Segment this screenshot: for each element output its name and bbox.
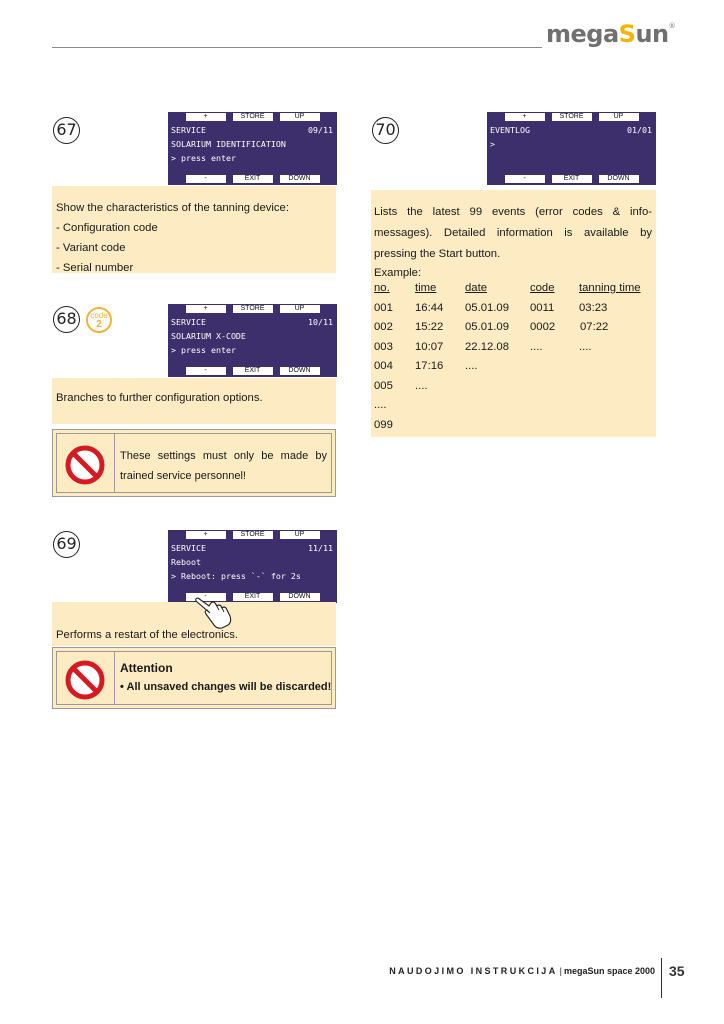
- lcd-line-1: SERVICE 09/11: [171, 125, 333, 135]
- lcd-down-button: DOWN: [280, 593, 320, 601]
- warning-box-68: [52, 429, 336, 497]
- lcd-down-button: DOWN: [280, 367, 320, 375]
- warning-bullet: • All unsaved changes will be discarded!: [120, 681, 332, 693]
- lcd-display-67: [168, 112, 337, 185]
- lcd-line-3: [490, 152, 652, 164]
- lcd-store-button: STORE: [233, 113, 273, 121]
- description-item: - Configuration code: [56, 222, 158, 234]
- description-box-70: [371, 190, 656, 437]
- table-header: date: [465, 282, 487, 294]
- warning-box-69: [52, 647, 336, 709]
- lcd-minus-button: -: [505, 175, 545, 183]
- warning-title: Attention: [120, 661, 173, 675]
- step-number-67: 67: [53, 117, 80, 144]
- lcd-plus-button: +: [186, 531, 226, 539]
- description-intro: Show the characteristics of the tanning device:: [56, 202, 289, 214]
- lcd-line-2: >: [490, 139, 495, 149]
- table-cell: ....: [415, 379, 428, 392]
- table-cell: 0011: [530, 301, 555, 314]
- header-divider: [52, 47, 542, 48]
- lcd-exit-button: EXIT: [233, 367, 273, 375]
- table-header: code: [530, 282, 555, 294]
- table-cell: 16:44: [415, 301, 444, 314]
- table-cell: 003: [374, 340, 393, 353]
- lcd-display-68: [168, 304, 337, 377]
- lcd-line-2: Reboot: [171, 557, 201, 567]
- lcd-line-2: SOLARIUM IDENTIFICATION: [171, 139, 286, 149]
- prohibition-icon: [65, 660, 105, 700]
- table-cell: 05.01.09: [465, 321, 509, 333]
- description-item: - Serial number: [56, 262, 134, 274]
- lcd-exit-button: EXIT: [233, 175, 273, 183]
- table-cell: 05.01.09: [465, 301, 509, 314]
- lcd-store-button: STORE: [552, 113, 592, 121]
- footer-divider: [661, 958, 662, 998]
- step-number-70: 70: [372, 117, 399, 144]
- lcd-plus-button: +: [505, 113, 545, 121]
- table-cell: 001: [374, 301, 393, 314]
- table-cell: 17:16: [415, 360, 444, 372]
- table-cell: 004: [374, 360, 393, 372]
- lcd-store-button: STORE: [233, 531, 273, 539]
- manual-title: NAUDOJIMO INSTRUKCIJA: [389, 966, 558, 976]
- lcd-exit-button: EXIT: [552, 175, 592, 183]
- lcd-up-button: UP: [599, 113, 639, 121]
- product-name: megaSun space 2000: [563, 966, 655, 976]
- lcd-minus-button: -: [186, 367, 226, 375]
- lcd-up-button: UP: [280, 113, 320, 121]
- table-header: tanning time: [579, 282, 641, 294]
- megasun-logo: megaSun®: [546, 20, 676, 48]
- description-text: Branches to further configuration options.: [56, 392, 263, 404]
- table-header: time: [415, 282, 437, 294]
- lcd-display-69: [168, 530, 337, 603]
- lcd-line-3: > Reboot: press `-` for 2s: [171, 571, 301, 581]
- table-cell: 15:22: [415, 321, 444, 333]
- table-header: no.: [374, 282, 390, 294]
- description-text: Lists the latest 99 events (error codes & info-messages). Detailed information is available by pressing the Start button.: [374, 206, 652, 260]
- lcd-down-button: DOWN: [599, 175, 639, 183]
- table-cell: ....: [374, 399, 387, 411]
- description-item: - Variant code: [56, 242, 126, 254]
- prohibition-icon: [65, 445, 105, 485]
- table-cell: 22.12.08: [465, 340, 509, 353]
- warning-text: These settings must only be made by trained service personnel!: [120, 450, 327, 482]
- lcd-line-3: > press enter: [171, 153, 236, 163]
- lcd-line-3: > press enter: [171, 345, 236, 355]
- lcd-store-button: STORE: [233, 305, 273, 313]
- table-cell: ....: [579, 340, 592, 353]
- table-cell: 002: [374, 321, 393, 333]
- lcd-plus-button: +: [186, 113, 226, 121]
- description-box-67: [52, 186, 336, 273]
- pressing-hand-icon: [195, 594, 235, 630]
- footer-text: [389, 966, 655, 976]
- table-cell: 005: [374, 379, 393, 392]
- table-cell: 099: [374, 418, 393, 431]
- lcd-minus-button: -: [186, 593, 226, 601]
- page-number: 35: [669, 963, 685, 979]
- table-cell: 10:07: [415, 340, 444, 353]
- table-cell: ....: [530, 340, 543, 353]
- description-box-69: [52, 602, 336, 646]
- step-number-68: 68: [53, 306, 80, 333]
- lcd-minus-button: -: [186, 175, 226, 183]
- lcd-plus-button: +: [186, 305, 226, 313]
- footer-separator: |: [559, 966, 562, 976]
- description-text: Performs a restart of the electronics.: [56, 629, 239, 641]
- lcd-display-70: [487, 112, 656, 185]
- table-cell: ....: [465, 360, 478, 372]
- code-2-badge-icon: code 2: [86, 307, 112, 333]
- table-cell: 03:23: [579, 301, 608, 314]
- step-number-69: 69: [53, 531, 80, 558]
- table-cell: 07:22: [580, 321, 609, 333]
- description-box-68: [52, 378, 336, 424]
- lcd-up-button: UP: [280, 531, 320, 539]
- lcd-down-button: DOWN: [280, 175, 320, 183]
- warning-text: [120, 659, 332, 697]
- table-cell: 0002: [530, 321, 556, 333]
- lcd-line-1: SERVICE 11/11: [171, 543, 333, 553]
- example-label: Example:: [374, 267, 422, 279]
- lcd-up-button: UP: [280, 305, 320, 313]
- lcd-exit-button: EXIT: [233, 593, 273, 601]
- lcd-line-1: SERVICE 10/11: [171, 317, 333, 327]
- lcd-line-1: EVENTLOG 01/01: [490, 125, 652, 135]
- lcd-line-2: SOLARIUM X-CODE: [171, 331, 246, 341]
